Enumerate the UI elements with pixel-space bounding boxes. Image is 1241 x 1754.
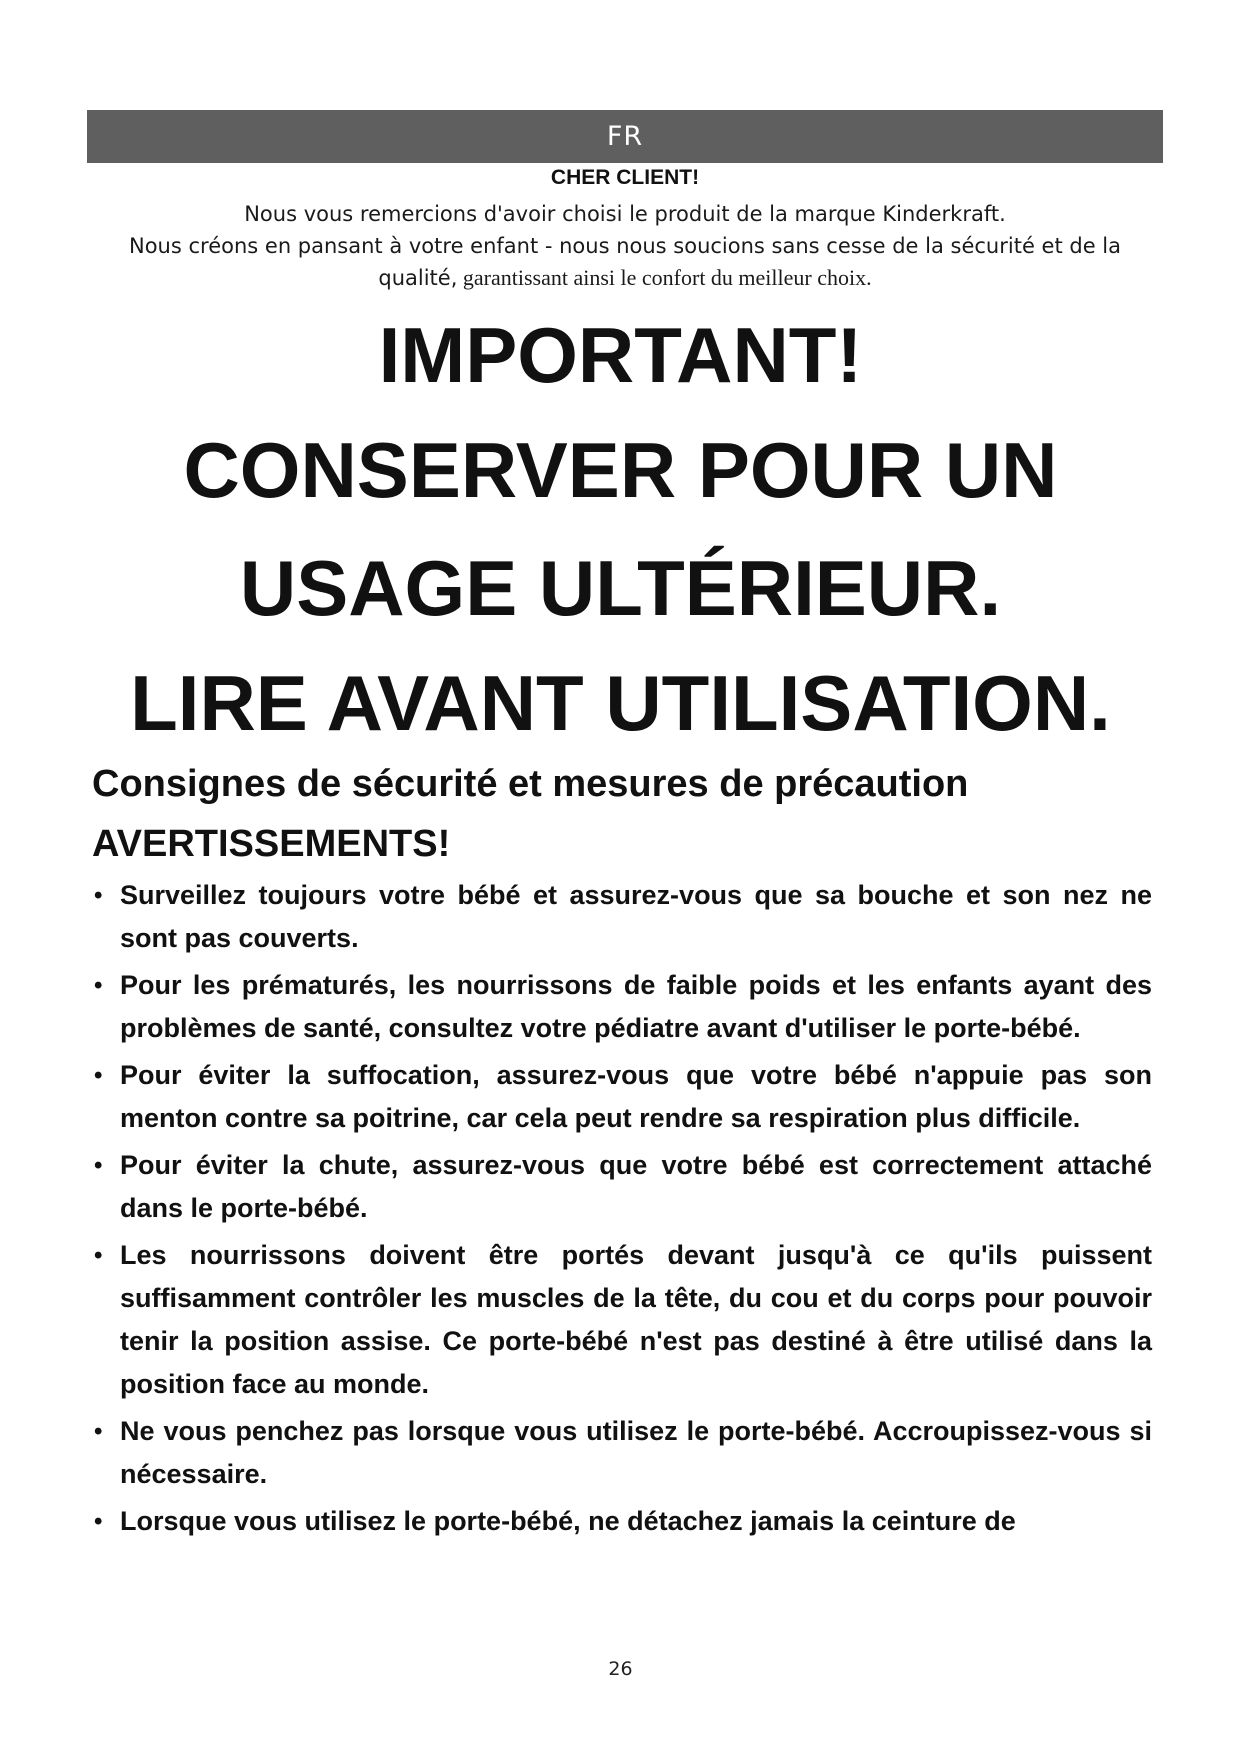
warnings-heading: AVERTISSEMENTS! [92, 823, 451, 865]
intro-line-3 [87, 262, 1163, 294]
headline-keep-line-1: CONSERVER POUR UN [183, 426, 1058, 514]
warning-item [92, 1144, 1152, 1230]
headline-read-before-use: LIRE AVANT UTILISATION. [130, 659, 1111, 747]
warning-item [92, 874, 1152, 960]
warning-item [92, 1410, 1152, 1496]
warning-item [92, 964, 1152, 1050]
warning-text: Pour éviter la chute, assurez-vous que votre bébé est correctement attaché dans le porte-bébé. [120, 1150, 1152, 1223]
intro-line-3-end: garantissant ainsi le confort du meilleur choix. [457, 265, 872, 290]
bullet-icon: • [94, 882, 103, 909]
warning-text: Ne vous penchez pas lorsque vous utilisez le porte-bébé. Accroupissez-vous si nécessaire. [120, 1416, 1152, 1489]
intro-paragraph [87, 198, 1163, 294]
intro-line-2: Nous créons en pansant à votre enfant - nous nous soucions sans cesse de la sécurité et de la [129, 234, 1121, 258]
bullet-icon: • [94, 1418, 103, 1445]
page-number: 26 [608, 1658, 633, 1680]
greeting-heading: CHER CLIENT! [550, 166, 700, 189]
bullet-icon: • [94, 972, 103, 999]
language-header-bar [87, 110, 1163, 163]
warning-item [92, 1234, 1152, 1406]
warning-text: Surveillez toujours votre bébé et assurez-vous que sa bouche et son nez ne sont pas couverts. [120, 880, 1152, 953]
language-label: FR [606, 121, 644, 152]
warning-text: Les nourrissons doivent être portés devant jusqu'à ce qu'ils puissent suffisamment contrôler les muscles de la tête, du cou et du corps pour pouvoir tenir la position assise. Ce porte-bébé n'est pas destiné à être utilisé dans la position face au monde. [120, 1240, 1152, 1399]
bullet-icon: • [94, 1062, 103, 1089]
warning-text: Pour les prématurés, les nourrissons de faible poids et les enfants ayant des problèmes de santé, consultez votre pédiatre avant d'utiliser le porte-bébé. [120, 970, 1152, 1043]
headline-important: IMPORTANT! [378, 311, 863, 399]
intro-line-1: Nous vous remercions d'avoir choisi le produit de la marque Kinderkraft. [244, 202, 1006, 226]
bullet-icon: • [94, 1152, 103, 1179]
warning-item [92, 1500, 1152, 1543]
warnings-list [92, 874, 1152, 1547]
headline-keep-line-2: USAGE ULTÉRIEUR. [239, 544, 1002, 632]
warning-text: Pour éviter la suffocation, assurez-vous que votre bébé n'appuie pas son menton contre sa poitrine, car cela peut rendre sa respiration plus difficile. [120, 1060, 1152, 1133]
safety-section-title: Consignes de sécurité et mesures de précaution [92, 763, 969, 805]
intro-line-3-start: qualité, [378, 266, 458, 290]
bullet-icon: • [94, 1242, 103, 1269]
warning-text: Lorsque vous utilisez le porte-bébé, ne détachez jamais la ceinture de [120, 1506, 1016, 1536]
bullet-icon: • [94, 1508, 103, 1535]
warning-item [92, 1054, 1152, 1140]
